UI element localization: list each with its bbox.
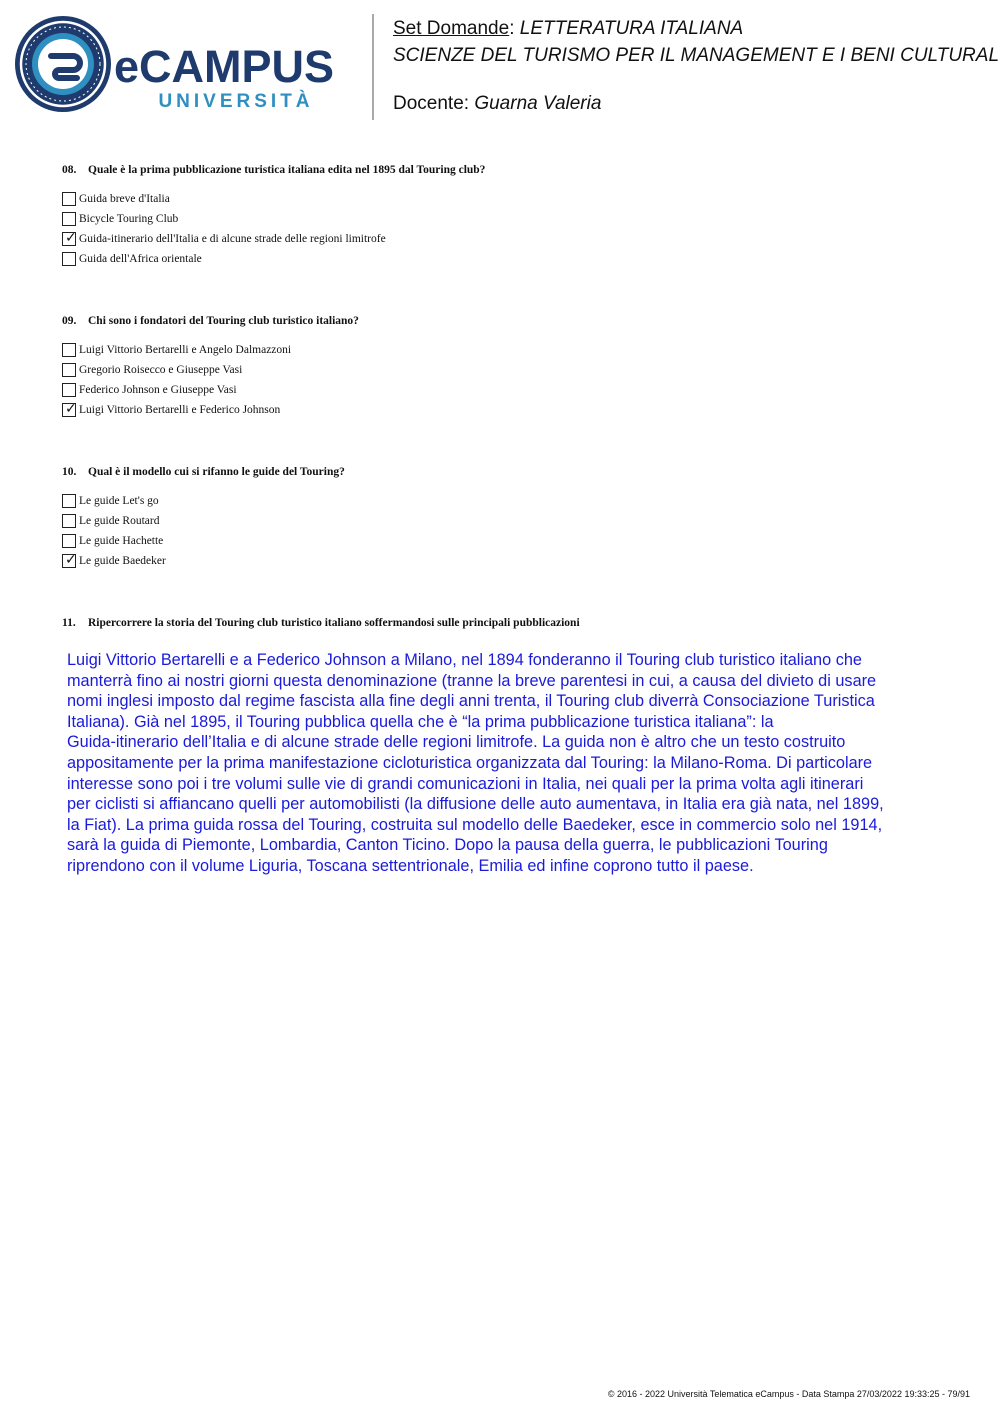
question-11	[62, 617, 580, 629]
answer-line: riprendono con il volume Liguria, Toscana settentrionale, Emilia ed infine coprono tutto il paese.	[67, 856, 754, 875]
question-text: Qual è il modello cui si rifanno le guide del Touring?	[88, 466, 345, 478]
checkbox[interactable]	[62, 383, 76, 397]
ecampus-logo-graphic	[14, 14, 359, 116]
question-text: Quale è la prima pubblicazione turistica italiana edita nel 1895 dal Touring club?	[88, 164, 486, 176]
question-number: 08.	[62, 164, 77, 176]
checkbox-checked[interactable]	[62, 554, 76, 568]
check-icon: ✓	[65, 552, 77, 568]
docente-name: Guarna Valeria	[474, 93, 602, 114]
answer-line: Italiana). Già nel 1895, il Touring pubblica quella che è “la prima pubblicazione turistica italiana”: la	[67, 712, 774, 731]
question-08	[62, 164, 485, 273]
answer-line: Luigi Vittorio Bertarelli e a Federico Johnson a Milano, nel 1894 fonderanno il Touring club turistico italiano che	[67, 651, 862, 669]
checkbox[interactable]	[62, 494, 76, 508]
docente-line	[393, 90, 999, 117]
checkbox[interactable]	[62, 192, 76, 206]
question-number: 09.	[62, 315, 77, 327]
course-title: SCIENZE DEL TURISMO PER IL MANAGEMENT E I BENI CULTURAL	[393, 45, 1000, 66]
ecampus-logo	[14, 14, 359, 116]
option-label: Bicycle Touring Club	[79, 213, 179, 225]
checkbox[interactable]	[62, 514, 76, 528]
option-label: Luigi Vittorio Bertarelli e Angelo Dalmazzoni	[79, 344, 292, 356]
option-label: Gregorio Roisecco e Giuseppe Vasi	[79, 364, 243, 376]
header-info	[393, 15, 999, 117]
answer-line: interesse sono poi i tre volumi sulle vie di grandi comunicazioni in Italia, nei quali per la prima volta agli itinerari	[67, 774, 864, 793]
option-label: Federico Johnson e Giuseppe Vasi	[79, 384, 237, 396]
header-divider	[372, 14, 374, 120]
page-footer: © 2016 - 2022 Università Telematica eCampus - Data Stampa 27/03/2022 19:33:25 - 79/91	[607, 1389, 970, 1399]
question-10	[62, 466, 345, 575]
option-item[interactable]	[62, 396, 359, 424]
answer-line: Guida-itinerario dell’Italia e di alcune strade delle regioni limitrofe. La guida non è altro che un testo costruito	[67, 733, 846, 752]
answer-text	[67, 650, 997, 877]
set-label: Set Domande	[393, 18, 510, 39]
answer-line: nomi inglesi imposto dal regime fascista alla fine degli anni trenta, il Touring club diverrà Consociazione Turistica	[67, 692, 875, 711]
checkbox[interactable]	[62, 252, 76, 266]
options-list	[62, 487, 345, 575]
checkbox-checked[interactable]	[62, 403, 76, 417]
checkbox[interactable]	[62, 212, 76, 226]
option-label: Le guide Hachette	[79, 535, 164, 547]
question-text: Ripercorrere la storia del Touring club turistico italiano soffermandosi sulle principali pubblicazioni	[88, 617, 580, 629]
logo-brand-text: eCAMPUS	[113, 41, 335, 92]
answer-line: per ciclisti si affiancano quelli per automobilisti (la diffusione delle auto aumentava, in Italia era già nata, nel 1899,	[67, 795, 884, 814]
question-number: 11.	[62, 617, 76, 629]
question-text: Chi sono i fondatori del Touring club turistico italiano?	[88, 315, 359, 327]
checkbox[interactable]	[62, 363, 76, 377]
question-title	[62, 164, 485, 176]
checkbox-checked[interactable]	[62, 232, 76, 246]
answer-line: la Fiat). La prima guida rossa del Touring, costruita sul modello delle Baedeker, esce in commercio solo nel 1914,	[67, 815, 883, 834]
logo-subtitle-text: UNIVERSITÀ	[158, 91, 314, 112]
checkbox[interactable]	[62, 534, 76, 548]
question-title	[62, 617, 580, 629]
set-line: Set Domande: LETTERATURA ITALIANA	[393, 18, 744, 39]
answer-line: manterrà fino ai nostri giorni questa denominazione (tranne la breve parentesi in cui, a causa del divieto di usare	[67, 671, 877, 690]
checkbox[interactable]	[62, 343, 76, 357]
option-label: Luigi Vittorio Bertarelli e Federico Johnson	[79, 404, 281, 416]
option-label: Guida-itinerario dell'Italia e di alcune strade delle regioni limitrofe	[79, 233, 386, 245]
answer-line: appositamente per la prima manifestazione cicloturistica organizzata dal Touring: la Milano-Roma. Di particolare	[67, 753, 873, 772]
check-icon: ✓	[65, 230, 77, 246]
option-item[interactable]	[62, 547, 345, 575]
docente-label: Docente:	[393, 93, 470, 114]
option-label: Guida dell'Africa orientale	[79, 253, 202, 265]
options-list	[62, 185, 485, 273]
options-list	[62, 336, 359, 424]
question-09	[62, 315, 359, 424]
question-number: 10.	[62, 466, 77, 478]
question-title	[62, 315, 359, 327]
option-label: Le guide Let's go	[79, 495, 159, 507]
option-label: Le guide Baedeker	[79, 555, 166, 567]
option-label: Le guide Routard	[79, 515, 160, 527]
check-icon: ✓	[65, 401, 77, 417]
subject-title: LETTERATURA ITALIANA	[519, 18, 744, 39]
question-title	[62, 466, 345, 478]
option-label: Guida breve d'Italia	[79, 193, 170, 205]
option-item[interactable]	[62, 245, 485, 273]
answer-line: sarà la guida di Piemonte, Lombardia, Canton Ticino. Dopo la pausa della guerra, le pubblicazioni Touring	[67, 836, 828, 855]
